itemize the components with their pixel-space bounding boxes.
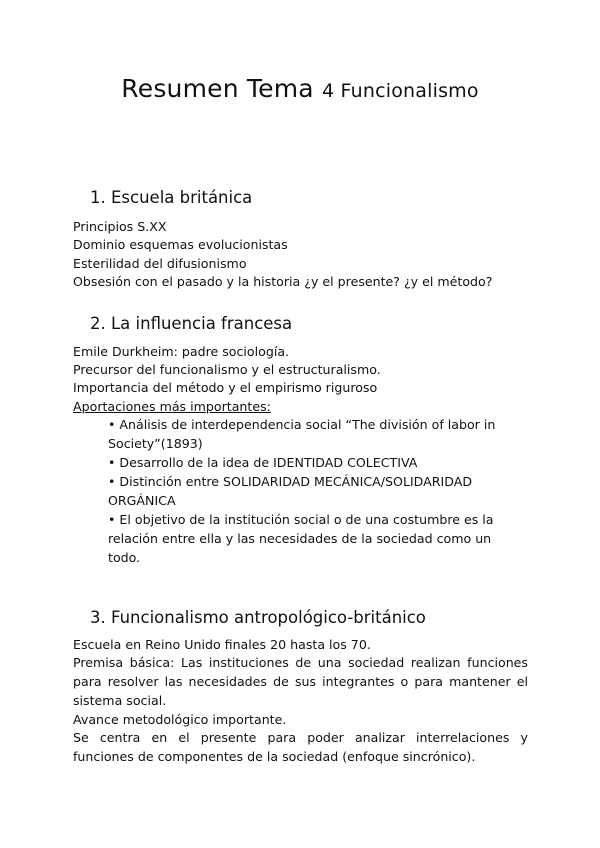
title-main: Resumen Tema [121,74,314,103]
bullet-item: • Análisis de interdependencia social “The división of labor in Society”(1893) [108,417,496,451]
section-1-line: Obsesión con el pasado y la historia ¿y el presente? ¿y el método? [73,274,493,289]
section-3-line: Avance metodológico importante. [73,712,287,727]
aportaciones-label: Aportaciones más importantes: [73,399,271,414]
section-1-line: Esterilidad del difusionismo [73,256,247,271]
section-1-line: Principios S.XX [73,219,167,234]
bullet-item: • Distinción entre SOLIDARIDAD MECÁNICA/SOLIDARIDAD ORGÁNICA [108,474,473,508]
title-sub: 4 Funcionalismo [321,80,479,102]
section-2-heading: 2. La influencia francesa [90,314,293,333]
section-3-paragraph: Se centra en el presente para poder analizar interrelaciones y funciones de componentes de la sociedad (enfoque sincrónico). [73,730,528,764]
bullet-item: • El objetivo de la institución social o de una costumbre es la relación entre ella y las necesidades de la sociedad como un todo. [108,512,494,565]
section-3-paragraph: Premisa básica: Las instituciones de una sociedad realizan funciones para resolver las necesidades de sus integrantes o para mantener el sistema social. [73,655,528,708]
section-1-heading: 1. Escuela británica [90,188,253,207]
section-3-heading: 3. Funcionalismo antropológico-británico [90,608,426,627]
section-2-line: Importancia del método y el empirismo riguroso [73,380,378,395]
section-2-line: Emile Durkheim: padre sociología. [73,344,290,359]
section-3-line: Escuela en Reino Unido finales 20 hasta los 70. [73,637,371,652]
page-title [0,74,600,103]
section-2-line: Precursor del funcionalismo y el estructuralismo. [73,362,381,377]
section-1-line: Dominio esquemas evolucionistas [73,237,288,252]
bullet-item: • Desarrollo de la idea de IDENTIDAD COLECTIVA [108,455,418,470]
